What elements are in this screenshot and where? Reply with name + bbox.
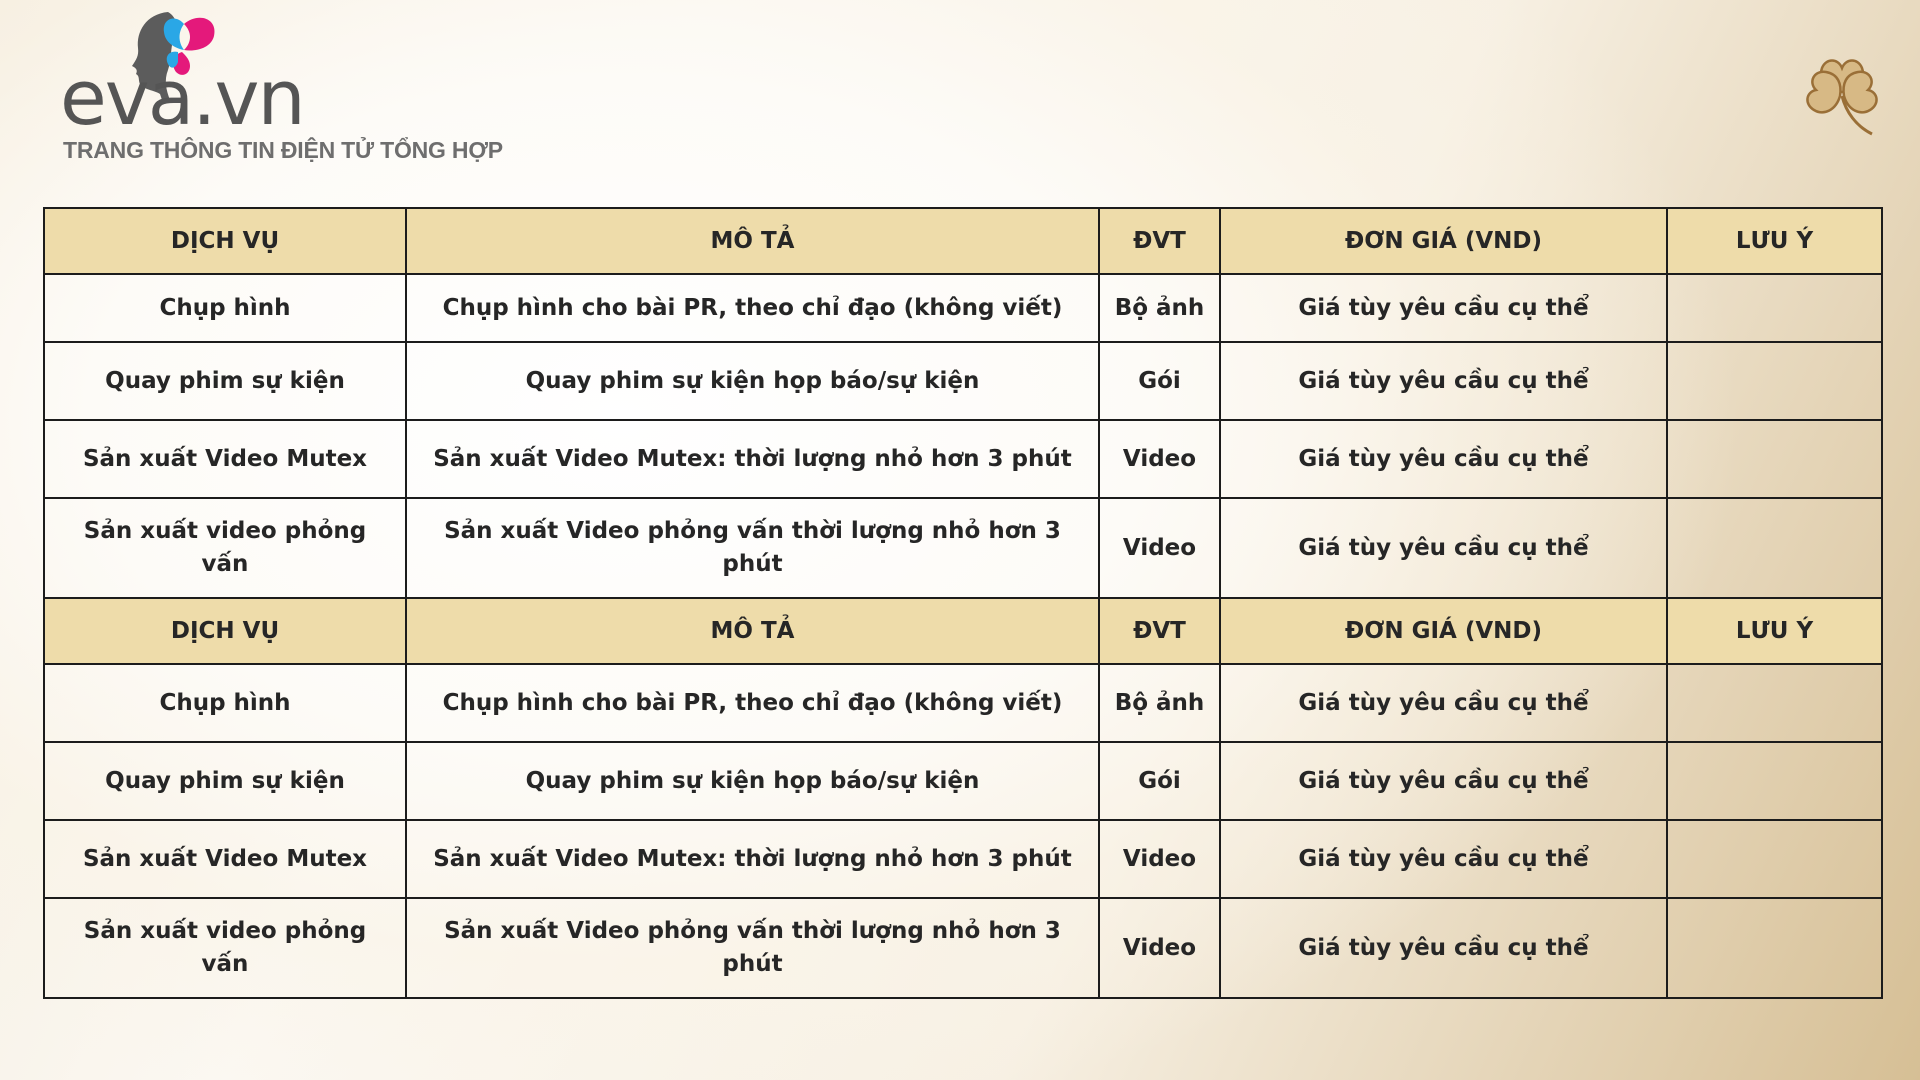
- logo-tagline: TRANG THÔNG TIN ĐIỆN TỬ TỔNG HỢP: [63, 137, 503, 163]
- cell-description: Sản xuất Video phỏng vấn thời lượng nhỏ hơn 3 phút: [406, 498, 1099, 598]
- table-row: [44, 498, 1882, 598]
- cell-price: Giá tùy yêu cầu cụ thể: [1220, 820, 1667, 898]
- header-description: MÔ TẢ: [406, 598, 1099, 664]
- table-row: [44, 342, 1882, 420]
- cell-description: Quay phim sự kiện họp báo/sự kiện: [406, 742, 1099, 820]
- cell-note: [1667, 898, 1882, 998]
- cell-service: Chụp hình: [44, 664, 406, 742]
- cell-note: [1667, 274, 1882, 342]
- cell-note: [1667, 742, 1882, 820]
- table-row: [44, 820, 1882, 898]
- cell-service: Sản xuất video phỏng vấn: [44, 898, 406, 998]
- cell-note: [1667, 498, 1882, 598]
- cell-note: [1667, 820, 1882, 898]
- header-description: MÔ TẢ: [406, 208, 1099, 274]
- cell-description: Sản xuất Video phỏng vấn thời lượng nhỏ hơn 3 phút: [406, 898, 1099, 998]
- cell-unit: Video: [1099, 498, 1220, 598]
- table-header-row: [44, 208, 1882, 274]
- cell-description: Quay phim sự kiện họp báo/sự kiện: [406, 342, 1099, 420]
- cell-description: Sản xuất Video Mutex: thời lượng nhỏ hơn 3 phút: [406, 420, 1099, 498]
- header-note: LƯU Ý: [1667, 598, 1882, 664]
- header-note: LƯU Ý: [1667, 208, 1882, 274]
- cell-service: Sản xuất Video Mutex: [44, 420, 406, 498]
- table-row: [44, 742, 1882, 820]
- table-row: [44, 664, 1882, 742]
- header-unit: ĐVT: [1099, 208, 1220, 274]
- cell-price: Giá tùy yêu cầu cụ thể: [1220, 420, 1667, 498]
- pricing-table: [43, 207, 1883, 999]
- cell-description: Chụp hình cho bài PR, theo chỉ đạo (không viết): [406, 664, 1099, 742]
- cell-unit: Bộ ảnh: [1099, 664, 1220, 742]
- cell-note: [1667, 664, 1882, 742]
- cell-price: Giá tùy yêu cầu cụ thể: [1220, 898, 1667, 998]
- logo-wordmark: eva.vn: [60, 53, 304, 142]
- cell-price: Giá tùy yêu cầu cụ thể: [1220, 274, 1667, 342]
- header-unit: ĐVT: [1099, 598, 1220, 664]
- cell-unit: Gói: [1099, 342, 1220, 420]
- table-row: [44, 274, 1882, 342]
- table-header-row: [44, 598, 1882, 664]
- header-price: ĐƠN GIÁ (VND): [1220, 208, 1667, 274]
- cell-note: [1667, 420, 1882, 498]
- cell-unit: Bộ ảnh: [1099, 274, 1220, 342]
- cell-description: Sản xuất Video Mutex: thời lượng nhỏ hơn 3 phút: [406, 820, 1099, 898]
- cell-service: Quay phim sự kiện: [44, 742, 406, 820]
- cell-unit: Video: [1099, 420, 1220, 498]
- cell-service: Quay phim sự kiện: [44, 342, 406, 420]
- cell-price: Giá tùy yêu cầu cụ thể: [1220, 664, 1667, 742]
- header-service: DỊCH VỤ: [44, 208, 406, 274]
- cell-price: Giá tùy yêu cầu cụ thể: [1220, 742, 1667, 820]
- cell-unit: Video: [1099, 898, 1220, 998]
- cell-price: Giá tùy yêu cầu cụ thể: [1220, 498, 1667, 598]
- clover-icon: [1796, 52, 1888, 138]
- cell-description: Chụp hình cho bài PR, theo chỉ đạo (không viết): [406, 274, 1099, 342]
- table-row: [44, 898, 1882, 998]
- cell-unit: Video: [1099, 820, 1220, 898]
- cell-unit: Gói: [1099, 742, 1220, 820]
- table-row: [44, 420, 1882, 498]
- cell-service: Sản xuất video phỏng vấn: [44, 498, 406, 598]
- header-service: DỊCH VỤ: [44, 598, 406, 664]
- cell-note: [1667, 342, 1882, 420]
- header-price: ĐƠN GIÁ (VND): [1220, 598, 1667, 664]
- cell-service: Sản xuất Video Mutex: [44, 820, 406, 898]
- cell-price: Giá tùy yêu cầu cụ thể: [1220, 342, 1667, 420]
- eva-logo[interactable]: [60, 8, 530, 168]
- cell-service: Chụp hình: [44, 274, 406, 342]
